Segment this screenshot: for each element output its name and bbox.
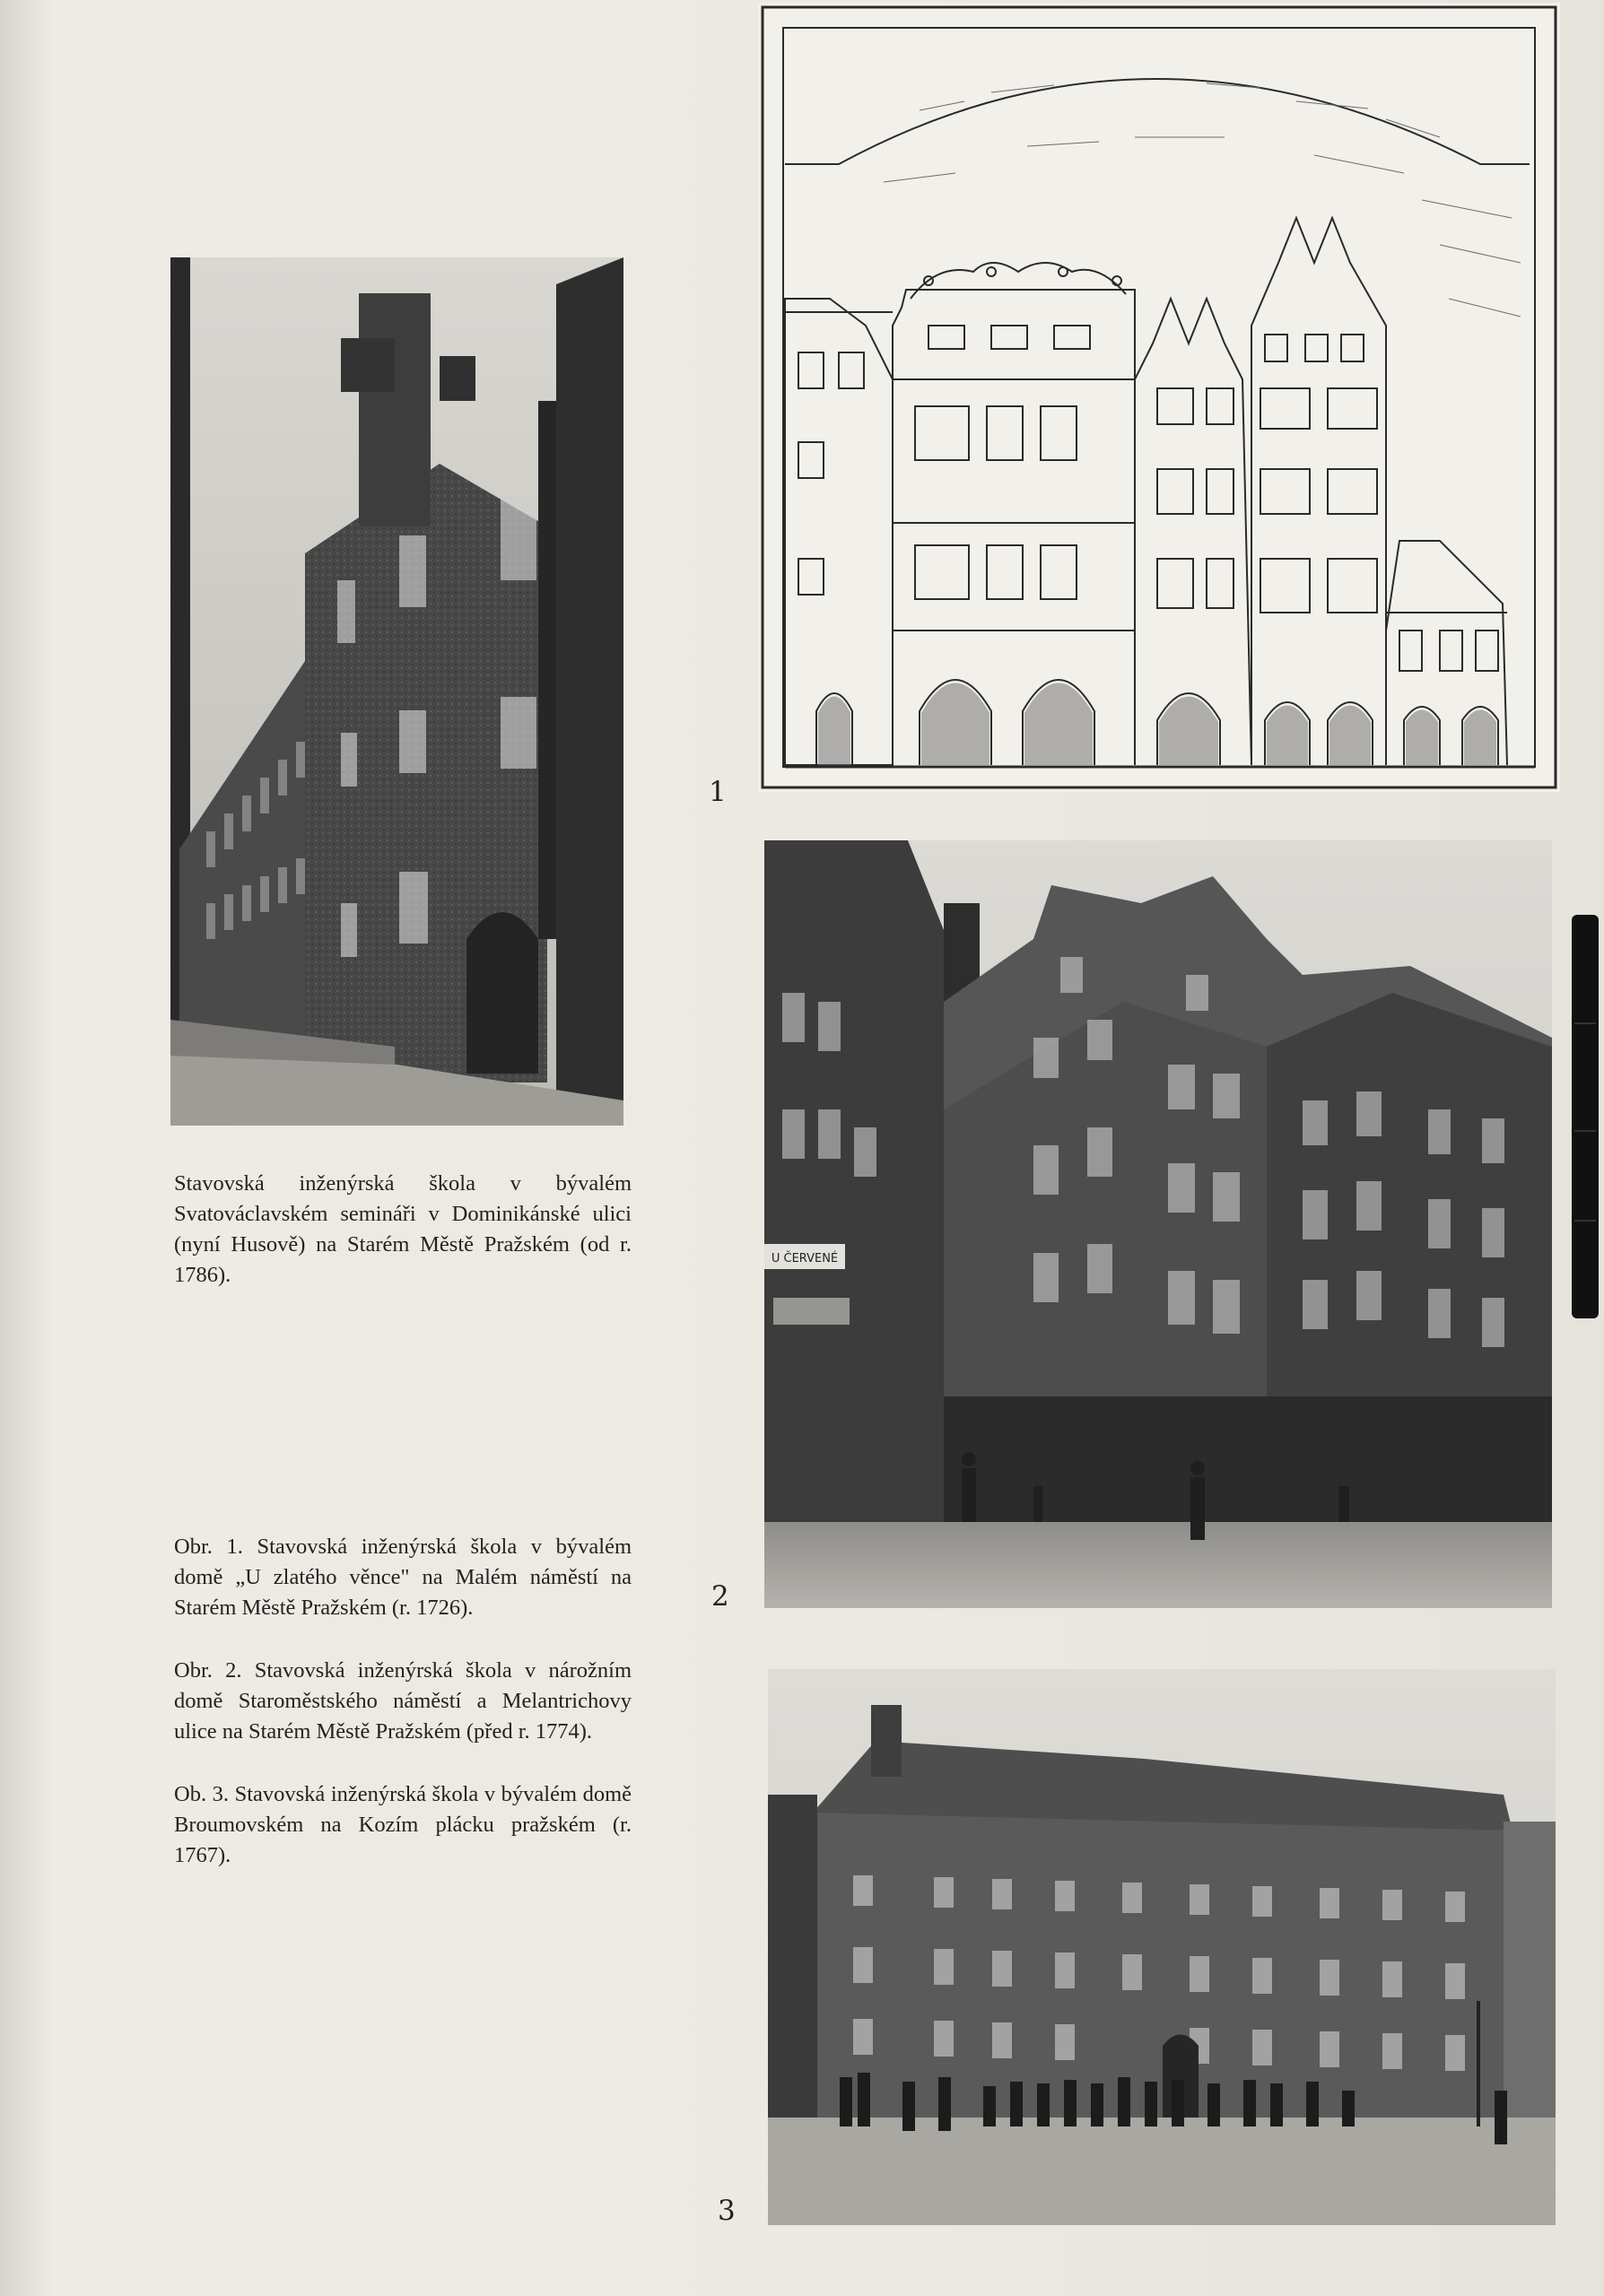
caption-figure-2: Obr. 2. Stavovská inženýrská škola v nárožním domě Staroměstského náměstí a Melantrichovy ulice na Starém Městě Pražském (před r. 1774). <box>174 1658 632 1744</box>
broumov-house-photo <box>768 1669 1556 2225</box>
gutter-shadow <box>0 0 54 2296</box>
binder-clip <box>1572 915 1599 1318</box>
caption-figure-1: Obr. 1. Stavovská inženýrská škola v bývalém domě „U zlatého věnce" na Malém náměstí na Starém Městě Pražském (r. 1726). <box>174 1535 632 1620</box>
figure-number-3: 3 <box>718 2195 736 2227</box>
corner-house-photo <box>764 840 1552 1608</box>
shop-sign-text: U ČERVENÉ <box>771 1252 839 1265</box>
seminary-caption-text: Stavovská inženýrská škola v bývalém Svatováclavském semináři v Dominikánské ulici (nyní Husově) na Starém Městě Pražském (od r. 1786). <box>174 1171 632 1287</box>
figure-number-1: 1 <box>709 776 727 808</box>
seminary-street-photo <box>170 257 623 1126</box>
caption-figure-3: Ob. 3. Stavovská inženýrská škola v bývalém domě Broumovském na Kozím plácku pražském (r. 1767). <box>174 1782 632 1867</box>
facade-drawing <box>758 3 1560 792</box>
figure-captions <box>174 1532 632 1903</box>
seminary-caption <box>174 1169 632 1323</box>
figure-number-2: 2 <box>711 1580 729 1613</box>
